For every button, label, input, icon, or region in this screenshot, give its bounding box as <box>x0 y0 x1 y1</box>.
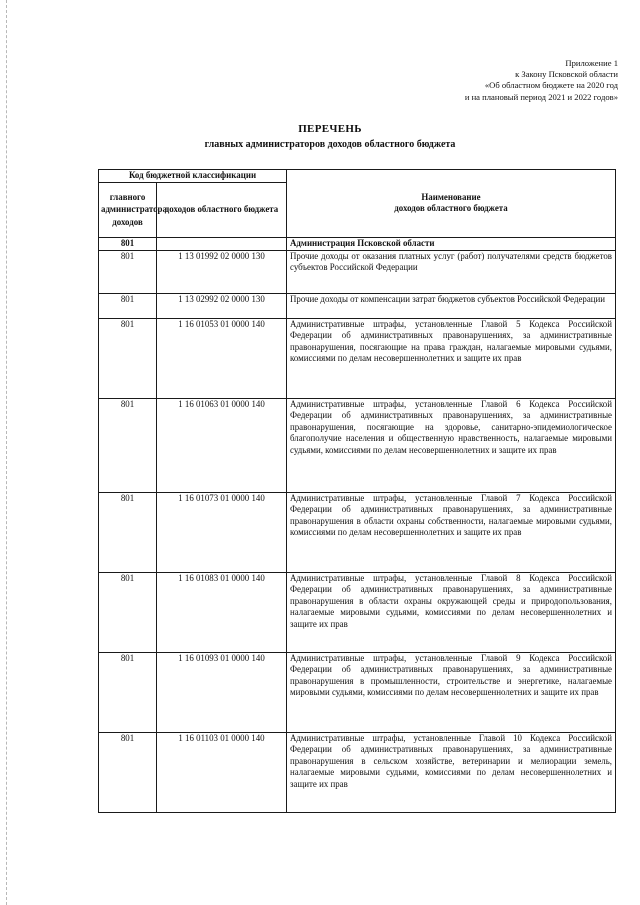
revenue-code-cell: 1 16 01103 01 0000 140 <box>157 732 287 812</box>
header-budget-classification-code: Код бюджетной классификации <box>99 170 287 183</box>
admin-code-cell: 801 <box>99 318 157 398</box>
appendix-line-3: «Об областном бюджете на 2020 год <box>484 80 618 91</box>
header-revenue-name-line-2: доходов областного бюджета <box>394 203 508 214</box>
administrator-name: Администрация Псковской области <box>287 237 616 250</box>
administrator-row <box>99 237 616 250</box>
table-row <box>99 318 616 398</box>
scan-edge-line <box>6 0 8 905</box>
revenue-code-cell: 1 16 01063 01 0000 140 <box>157 398 287 492</box>
header-revenue-name <box>287 170 616 238</box>
revenue-name-cell: Прочие доходы от компенсации затрат бюджетов субъектов Российской Федерации <box>287 293 616 318</box>
table-row <box>99 492 616 572</box>
table-row <box>99 398 616 492</box>
revenue-code-cell: 1 16 01073 01 0000 140 <box>157 492 287 572</box>
appendix-note <box>278 58 618 103</box>
admin-code-cell: 801 <box>99 572 157 652</box>
revenue-name-cell: Административные штрафы, установленные Главой 6 Кодекса Российской Федерации об административных правонарушениях, за административные правонарушения, посягающие на здоровье, санитарно-эпидемиологическое благополучие населения и общественную нравственность, налагаемые мировыми судьями, комиссиями по делам несовершеннолетних и защите их прав <box>287 398 616 492</box>
revenue-code-cell: 1 16 01053 01 0000 140 <box>157 318 287 398</box>
revenue-code-cell: 1 13 02992 02 0000 130 <box>157 293 287 318</box>
header-revenue-name-line-1: Наименование <box>421 191 481 202</box>
header-chief-administrator: главного администратора доходов <box>99 182 157 237</box>
table-row <box>99 732 616 812</box>
administrator-code: 801 <box>99 237 157 250</box>
revenue-name-cell: Административные штрафы, установленные Главой 9 Кодекса Российской Федерации об административных правонарушениях, за административные правонарушения в промышленности, строительстве и энергетике, налагаемые мировыми судьями, комиссиями по делам несовершеннолетних и защите их прав <box>287 652 616 732</box>
revenue-name-cell: Административные штрафы, установленные Главой 8 Кодекса Российской Федерации об административных правонарушениях, за административные правонарушения в области охраны окружающей среды и природопользования, налагаемые мировыми судьями, комиссиями по делам несовершеннолетних и защите их прав <box>287 572 616 652</box>
revenue-code-cell: 1 16 01083 01 0000 140 <box>157 572 287 652</box>
header-regional-revenue-code: доходов областного бюджета <box>157 182 287 237</box>
document-title: ПЕРЕЧЕНЬ <box>298 123 362 135</box>
revenue-name-cell: Прочие доходы от оказания платных услуг (работ) получателями средств бюджетов субъектов Российской Федерации <box>287 250 616 293</box>
table-row <box>99 250 616 293</box>
table-row <box>99 293 616 318</box>
table-row <box>99 572 616 652</box>
table-row <box>99 652 616 732</box>
revenue-code-cell: 1 16 01093 01 0000 140 <box>157 652 287 732</box>
admin-code-cell: 801 <box>99 250 157 293</box>
revenue-name-cell: Административные штрафы, установленные Главой 10 Кодекса Российской Федерации об административных правонарушениях, за административные правонарушения в сельском хозяйстве, ветеринарии и мелиорации земель, налагаемые мировыми судьями, комиссиями по делам несовершеннолетних и защите их прав <box>287 732 616 812</box>
revenue-name-cell: Административные штрафы, установленные Главой 5 Кодекса Российской Федерации об административных правонарушениях, за административные правонарушения, посягающие на права граждан, налагаемые мировыми судьями, комиссиями по делам несовершеннолетних и защите их прав <box>287 318 616 398</box>
appendix-line-4: и на плановый период 2021 и 2022 годов» <box>464 91 618 102</box>
admin-code-cell: 801 <box>99 293 157 318</box>
document-subtitle: главных администраторов доходов областного бюджета <box>204 139 456 150</box>
administrator-empty-cell <box>157 237 287 250</box>
table-body <box>99 237 616 812</box>
admin-code-cell: 801 <box>99 398 157 492</box>
appendix-line-2: к Закону Псковской области <box>515 69 618 80</box>
admin-code-cell: 801 <box>99 652 157 732</box>
admin-code-cell: 801 <box>99 492 157 572</box>
revenue-code-cell: 1 13 01992 02 0000 130 <box>157 250 287 293</box>
revenue-name-cell: Административные штрафы, установленные Главой 7 Кодекса Российской Федерации об административных правонарушениях, за административные правонарушения в области охраны собственности, налагаемые мировыми судьями, комиссиями по делам несовершеннолетних и защите их прав <box>287 492 616 572</box>
appendix-line-1: Приложение 1 <box>565 58 618 68</box>
revenue-administrators-table <box>98 169 616 813</box>
admin-code-cell: 801 <box>99 732 157 812</box>
